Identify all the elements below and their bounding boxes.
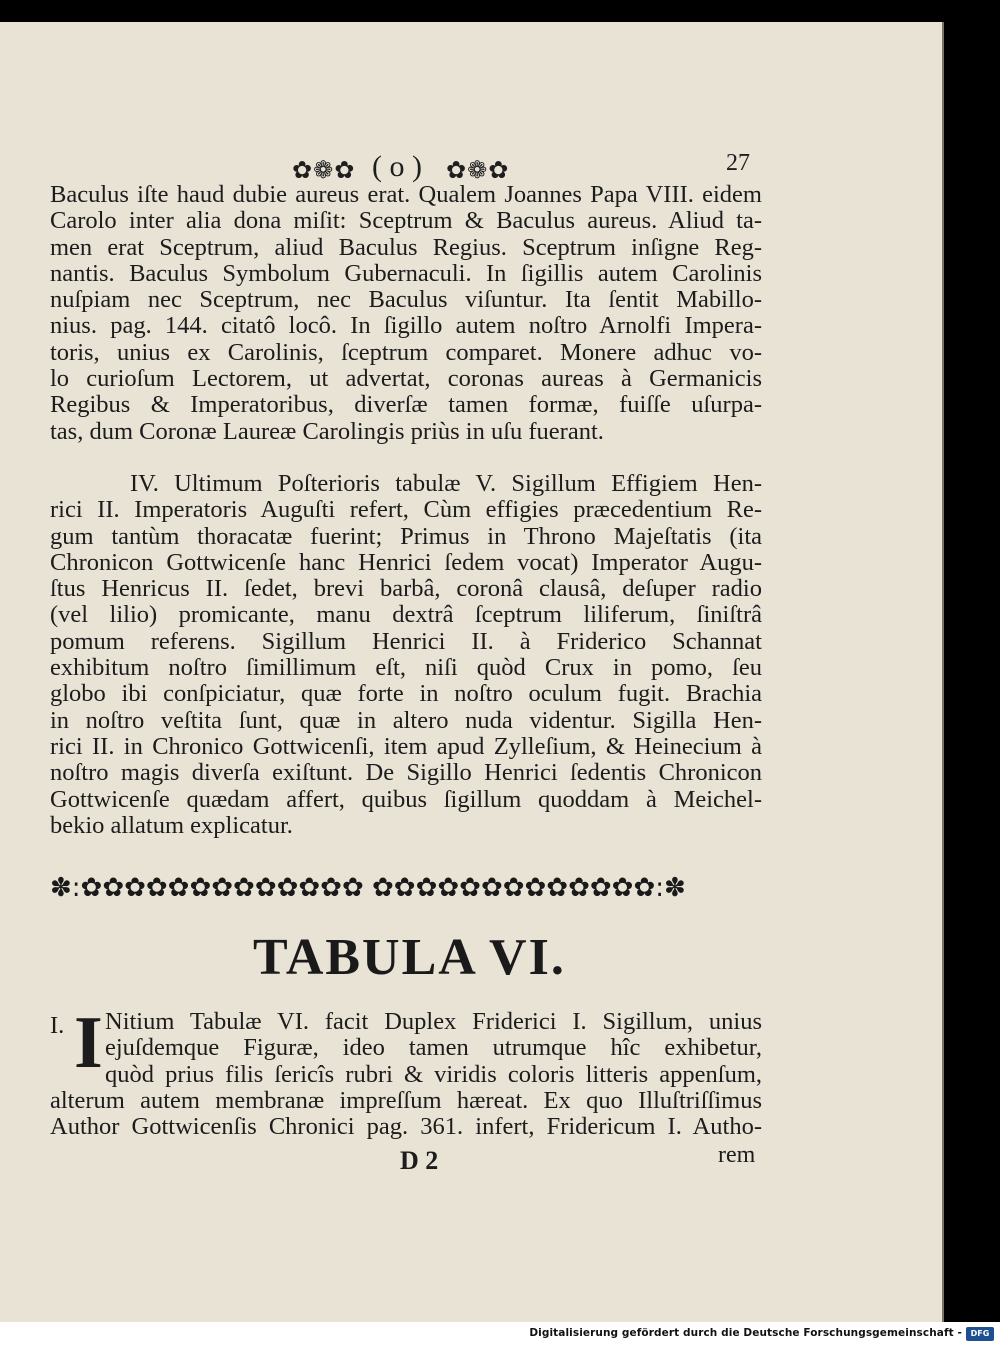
text-line: rici II. Imperatoris Auguſti refert, Cùm effigies præcedentium Re- xyxy=(50,497,762,524)
text-line: bekio allatum explicatur. xyxy=(50,812,293,839)
text-line: Nitium Tabulæ VI. facit Duplex Friderici I. Sigillum, unius xyxy=(105,1009,762,1035)
text-line: lo curioſum Lectorem, ut advertat, coronas aureas à Germanicis xyxy=(50,366,762,393)
text-line: Gottwicenſe quædam affert, quibus ſigillum quoddam à Meichel- xyxy=(50,786,762,813)
text-line: tas, dum Coronæ Laureæ Carolingis priùs in uſu fuerant. xyxy=(50,418,604,445)
text-line: pomum referens. Sigillum Henrici II. à Friderico Schannat xyxy=(50,628,762,655)
text-line: nius. pag. 144. citatô locô. In ſigillo autem noſtro Arnolfi Impera- xyxy=(50,313,762,340)
text-line: nantis. Baculus Symbolum Gubernaculi. In ſigillis autem Carolinis xyxy=(50,260,762,287)
text-line: Chronicon Gottwicenſe hanc Henrici ſedem vocat) Imperator Augu- xyxy=(50,549,762,576)
paragraph-i xyxy=(50,1009,762,1140)
section-title: TABULA VI. xyxy=(253,929,566,986)
text-line: noſtro magis diverſa exiſtunt. De Sigillo Henrici ſedentis Chronicon xyxy=(50,760,762,787)
section-number: I. xyxy=(50,1012,65,1039)
text-line: Author Gottwicenſis Chronici pag. 361. infert, Fridericum I. Autho- xyxy=(50,1114,762,1141)
text-line: ſtus Henricus II. ſedet, brevi barbâ, coronâ clausâ, deſuper radio xyxy=(50,576,762,603)
text-line: IV. Ultimum Poſterioris tabulæ V. Sigillum Effigiem Hen- xyxy=(130,471,762,497)
header-page-marker: ( o ) xyxy=(372,150,422,183)
text-line: gum tantùm thoracatæ fuerint; Primus in Throno Majeſtatis (ita xyxy=(50,523,762,550)
page-number: 27 xyxy=(726,150,750,176)
catchword: rem xyxy=(718,1142,756,1168)
decorative-ornament-row: ✽:✿✿✿✿✿✿✿✿✿✿✿✿✿ ✿✿✿✿✿✿✿✿✿✿✿✿✿:✽ xyxy=(50,873,686,903)
paragraph-continuation xyxy=(50,182,762,445)
text-line: Carolo inter alia dona miſit: Sceptrum & Baculus aureus. Aliud ta- xyxy=(50,208,762,235)
text-line: Regibus & Imperatoribus, diverſæ tamen formæ, fuiſſe uſurpa- xyxy=(50,392,762,419)
text-line: exhibitum noſtro ſimillimum eſt, niſi quòd Crux in pomo, ſeu xyxy=(50,655,762,682)
text-line: men erat Sceptrum, aliud Baculus Regius. Sceptrum inſigne Reg- xyxy=(50,234,762,261)
text-line: in noſtro veſtita ſunt, quæ in altero nuda videntur. Sigilla Hen- xyxy=(50,707,762,734)
paragraph-iv xyxy=(50,471,762,839)
header-ornament-right: ✿❁✿ xyxy=(446,156,510,184)
dfg-logo: DFG xyxy=(966,1327,994,1341)
text-line: alterum autem membranæ impreſſum hæreat. Ex quo Illuſtriſſimus xyxy=(50,1087,762,1114)
text-line: toris, unius ex Carolinis, ſceptrum comparet. Monere adhuc vo- xyxy=(50,339,762,366)
signature-mark: D 2 xyxy=(400,1146,439,1175)
footer-bar xyxy=(0,1322,1000,1347)
text-line: globo ibi conſpiciatur, quæ forte in noſtro oculum fugit. Brachia xyxy=(50,681,762,708)
text-line: quòd prius filis ſericîs rubri & viridis coloris litteris appenſum, xyxy=(105,1061,762,1088)
text-line: rici II. in Chronico Gottwicenſi, item apud Zylleſium, & Heinecium à xyxy=(50,733,762,760)
header-ornament-left: ✿❁✿ xyxy=(292,156,356,184)
drop-cap: I xyxy=(74,1002,103,1084)
text-line: Baculus iſte haud dubie aureus erat. Qualem Joannes Papa VIII. eidem xyxy=(50,182,762,208)
text-line: ejuſdemque Figuræ, ideo tamen utrumque hîc exhibetur, xyxy=(105,1035,762,1062)
funding-notice: Digitalisierung gefördert durch die Deutsche Forschungsgemeinschaft - xyxy=(529,1327,962,1339)
text-line: (vel lilio) promicante, manu dextrâ ſceptrum liliferum, ſiniſtrâ xyxy=(50,602,762,629)
text-line: nuſpiam nec Sceptrum, nec Baculus viſuntur. Ita ſentit Mabillo- xyxy=(50,287,762,314)
book-page xyxy=(0,22,944,1322)
